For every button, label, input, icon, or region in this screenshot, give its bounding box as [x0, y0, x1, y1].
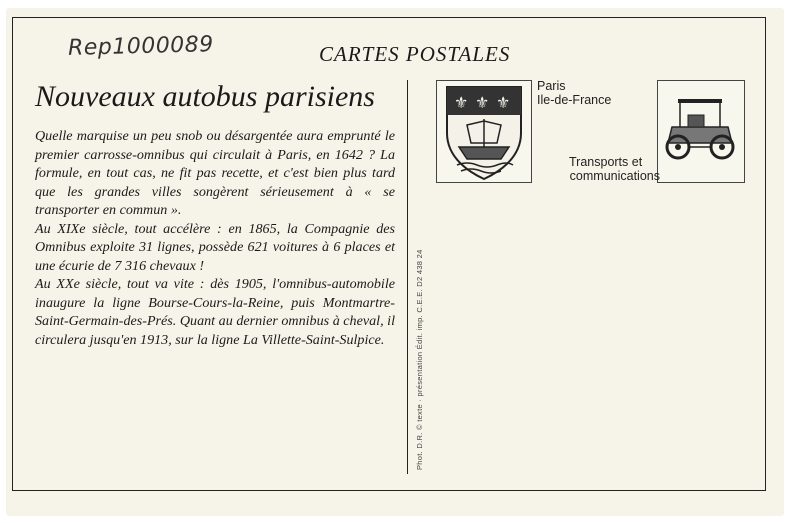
header-cartes-postales: CARTES POSTALES	[319, 42, 511, 66]
article-title: Nouveaux autobus parisiens	[35, 80, 375, 113]
svg-text:⚜: ⚜	[496, 93, 511, 112]
stamp-paris-line1: Paris	[537, 79, 566, 93]
vertical-credit-text: Phot. D.R. © texte · présentation Édit. imp. C.E.E. D2 438 24	[415, 249, 424, 470]
paragraph-1: Quelle marquise un peu snob ou désargentée aura emprunté le premier carrosse-omnibus qui circulait à Paris, en 1642 ? La formule, en tout cas, ne fit pas recette, et c'est bien plus tard que les grandes villes songèrent sérieusement à « se transporter en commun ».	[35, 128, 395, 218]
stamp-paris-label	[537, 79, 611, 107]
paragraph-2: Au XIXe siècle, tout accélère : en 1865, la Compagnie des Omnibus exploite 31 lignes, possède 621 voitures à 6 places et une écurie de 7 316 chevaux !	[35, 220, 395, 274]
stamp-transport	[657, 80, 745, 183]
paris-coat-of-arms-icon	[437, 81, 531, 182]
stamp-transport-line1: Transports et	[569, 155, 643, 169]
vintage-car-icon	[658, 81, 744, 182]
article-body	[35, 127, 395, 349]
handwritten-reference: Rep1000089	[67, 32, 215, 61]
vertical-divider	[407, 80, 408, 474]
stamp-paris	[436, 80, 532, 183]
svg-text:⚜: ⚜	[454, 93, 469, 112]
paragraph-3: Au XXe siècle, tout va vite : dès 1905, l'omnibus-automobile inaugure la ligne Bourse-Cours-la-Reine, puis Montmartre-Saint-Germain-des-Prés. Quant au dernier omnibus à cheval, il circulera jusqu'en 1913, sur la ligne La Villette-Saint-Sulpice.	[35, 276, 395, 348]
stamp-transport-line2: communications	[569, 169, 660, 183]
svg-text:⚜: ⚜	[475, 93, 490, 112]
stamp-transport-label	[544, 155, 660, 183]
stamp-paris-line2: Ile-de-France	[537, 93, 612, 107]
